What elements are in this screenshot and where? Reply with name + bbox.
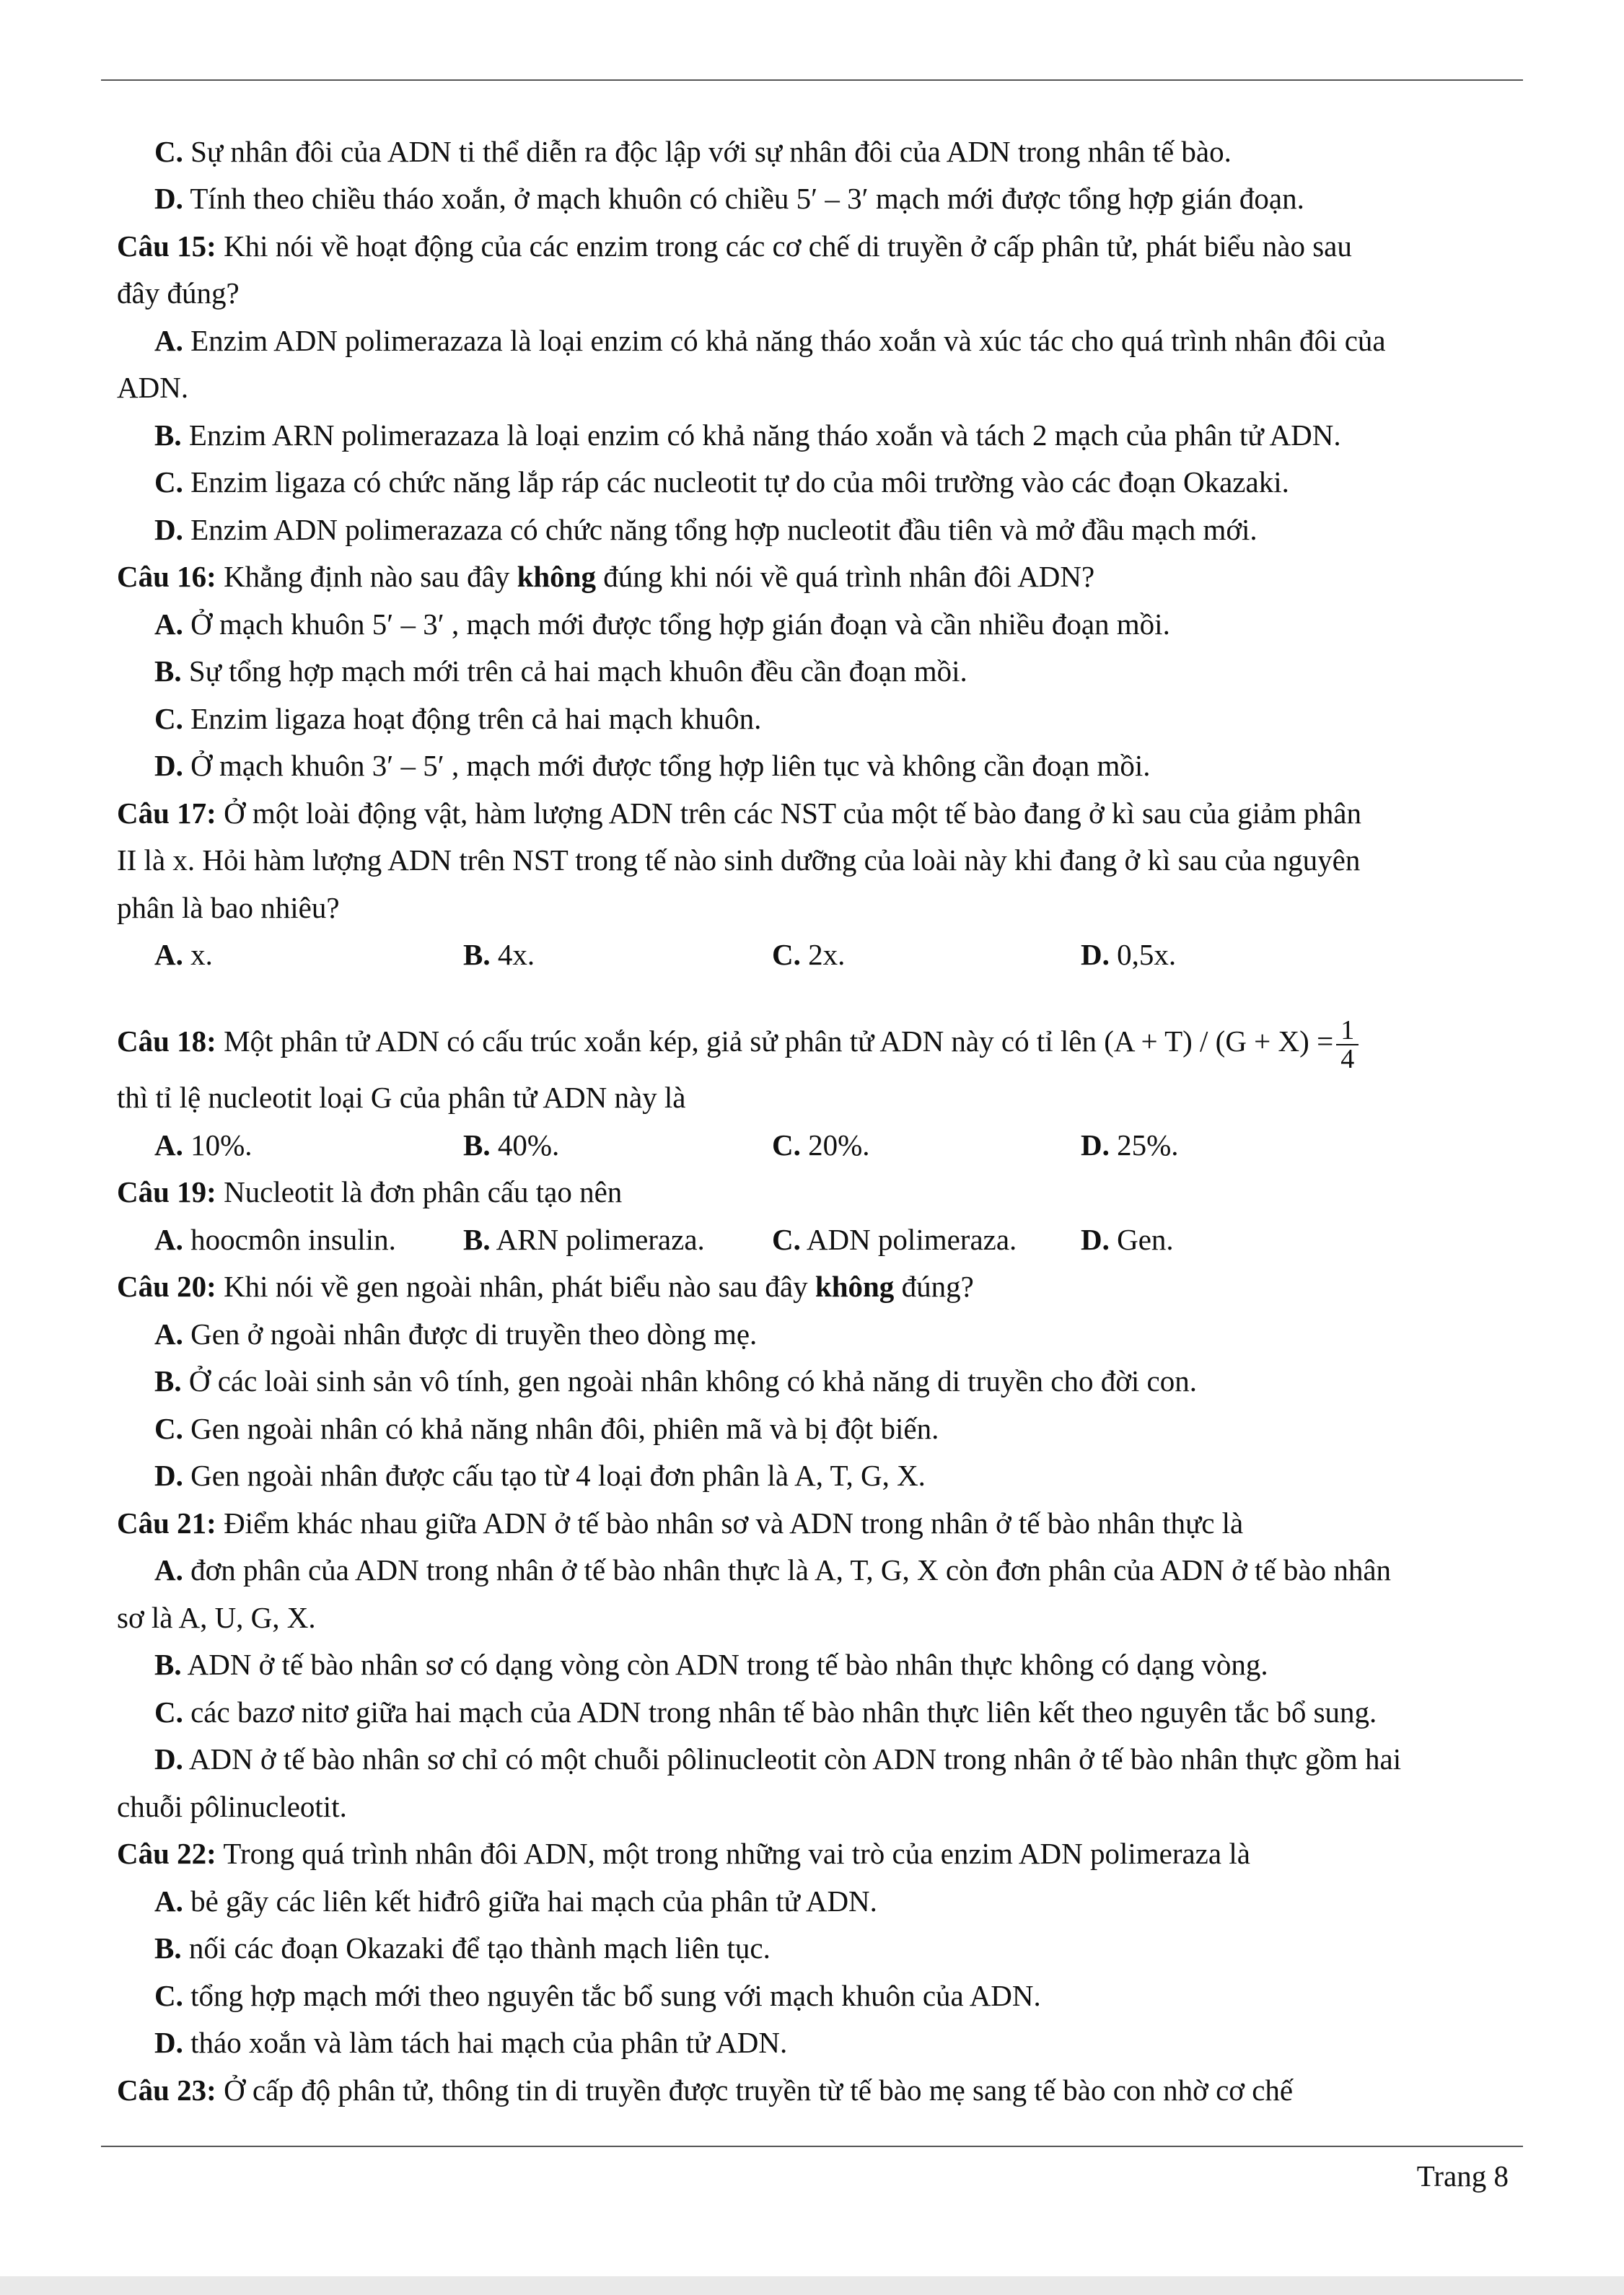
option-d: D. ADN ở tế bào nhân sơ chỉ có một chuỗi pôlinucleotit còn ADN trong nhân ở tế bào nhân thực gồm hai [154,1742,1402,1776]
option-a: A. x. [154,938,213,971]
question-19: Câu 19: Nucleotit là đơn phân cấu tạo nên [117,1175,623,1208]
question-15: Câu 15: Khi nói về hoạt động của các enzim trong các cơ chế di truyền ở cấp phân tử, phát biểu nào sau [117,229,1352,263]
option-b: B. 4x. [463,938,535,971]
page-number: Trang 8 [1416,2159,1509,2193]
option-b: B. ADN ở tế bào nhân sơ có dạng vòng còn ADN trong tế bào nhân thực không có dạng vòng. [154,1648,1268,1681]
option-d: D. 25%. [1081,1128,1179,1162]
option-a: A. đơn phân của ADN trong nhân ở tế bào nhân thực là A, T, G, X còn đơn phân của ADN ở tế bào nhân [154,1553,1392,1587]
question-16: Câu 16: Khẳng định nào sau đây không đúng khi nói về quá trình nhân đôi ADN? [117,560,1095,593]
option-d: D. Gen. [1081,1223,1174,1256]
option-a-cont: sơ là A, U, G, X. [117,1601,316,1634]
question-18-cont: thì tỉ lệ nucleotit loại G của phân tử ADN này là [117,1081,686,1114]
option-b: B. ARN polimeraza. [463,1223,705,1256]
option-a: A. 10%. [154,1128,253,1162]
options-row [0,937,1624,972]
option-c: C. tổng hợp mạch mới theo nguyên tắc bổ sung với mạch khuôn của ADN. [154,1979,1041,2012]
option-c: C. ADN polimeraza. [772,1223,1017,1256]
option-c: C. Enzim ligaza hoạt động trên cả hai mạch khuôn. [154,702,762,735]
option-b: B. 40%. [463,1128,560,1162]
option-a: A. Ở mạch khuôn 5′ – 3′ , mạch mới được tổng hợp gián đoạn và cần nhiều đoạn mồi. [154,607,1170,641]
question-23: Câu 23: Ở cấp độ phân tử, thông tin di truyền được truyền từ tế bào mẹ sang tế bào con nhờ cơ chế [117,2074,1294,2107]
option-c: C. Gen ngoài nhân có khả năng nhân đôi, phiên mã và bị đột biến. [154,1412,939,1445]
footer-rule [101,2146,1523,2147]
option-a: A. hoocmôn insulin. [154,1223,396,1256]
question-17-cont: phân là bao nhiêu? [117,891,340,924]
option-b: B. Enzim ARN polimerazaza là loại enzim có khả năng tháo xoắn và tách 2 mạch của phân tử ADN. [154,418,1341,452]
ratio-formula: (A + T) / (G + X) = [1104,1024,1334,1058]
question-21: Câu 21: Điểm khác nhau giữa ADN ở tế bào nhân sơ và ADN trong nhân ở tế bào nhân thực là [117,1506,1244,1540]
question-17: Câu 17: Ở một loài động vật, hàm lượng ADN trên các NST của một tế bào đang ở kì sau của giảm phân [117,797,1361,830]
option-d: D. tháo xoắn và làm tách hai mạch của phân tử ADN. [154,2026,788,2059]
question-18: Câu 18: Một phân tử ADN có cấu trúc xoắn kép, giả sử phân tử ADN này có tỉ lên (A + T) / (G + X) = $\frac{1}{4}$ [117,1011,1359,1071]
question-17-cont: II là x. Hỏi hàm lượng ADN trên NST trong tế nào sinh dưỡng của loài này khi đang ở kì sau của nguyên [117,843,1361,877]
option-b: B. nối các đoạn Okazaki để tạo thành mạch liên tục. [154,1931,771,1965]
option-d-cont: chuỗi pôlinucleotit. [117,1790,347,1823]
question-20: Câu 20: Khi nói về gen ngoài nhân, phát biểu nào sau đây không đúng? [117,1270,974,1303]
fraction: $\frac{1}{4}$ [1336,1017,1359,1073]
options-row [0,1128,1624,1162]
options-row [0,1222,1624,1257]
question-15-cont: đây đúng? [117,276,240,310]
option-c: C. 20%. [772,1128,870,1162]
option-a: A. Gen ở ngoài nhân được di truyền theo dòng mẹ. [154,1317,758,1351]
option-d: D. Ở mạch khuôn 3′ – 5′ , mạch mới được tổng hợp liên tục và không cần đoạn mồi. [154,749,1151,782]
option-d: D. 0,5x. [1081,938,1177,971]
option-a: A. bẻ gãy các liên kết hiđrô giữa hai mạch của phân tử ADN. [154,1884,877,1918]
option-a: A. Enzim ADN polimerazaza là loại enzim có khả năng tháo xoắn và xúc tác cho quá trình nhân đôi của [154,324,1386,357]
header-rule [101,79,1523,81]
option-d: D. Enzim ADN polimerazaza có chức năng tổng hợp nucleotit đầu tiên và mở đầu mạch mới. [154,513,1257,546]
option-b: B. Sự tổng hợp mạch mới trên cả hai mạch khuôn đều cần đoạn mồi. [154,654,967,688]
question-22: Câu 22: Trong quá trình nhân đôi ADN, một trong những vai trò của enzim ADN polimeraza là [117,1837,1250,1870]
option-b: B. Ở các loài sinh sản vô tính, gen ngoài nhân không có khả năng di truyền cho đời con. [154,1364,1198,1397]
option-c: C. các bazơ nitơ giữa hai mạch của ADN trong nhân tế bào nhân thực liên kết theo nguyên tắc bổ sung. [154,1695,1377,1729]
option-c: C. Sự nhân đôi của ADN ti thể diễn ra độc lập với sự nhân đôi của ADN trong nhân tế bào. [154,135,1232,168]
option-c: C. Enzim ligaza có chức năng lắp ráp các nucleotit tự do của môi trường vào các đoạn Okazaki. [154,465,1289,499]
option-c: C. 2x. [772,938,846,971]
option-d: D. Tính theo chiều tháo xoắn, ở mạch khuôn có chiều 5′ – 3′ mạch mới được tổng hợp gián đoạn. [154,182,1304,215]
option-d: D. Gen ngoài nhân được cấu tạo từ 4 loại đơn phân là A, T, G, X. [154,1459,926,1492]
bottom-edge [0,2276,1624,2295]
option-a-cont: ADN. [117,371,189,404]
